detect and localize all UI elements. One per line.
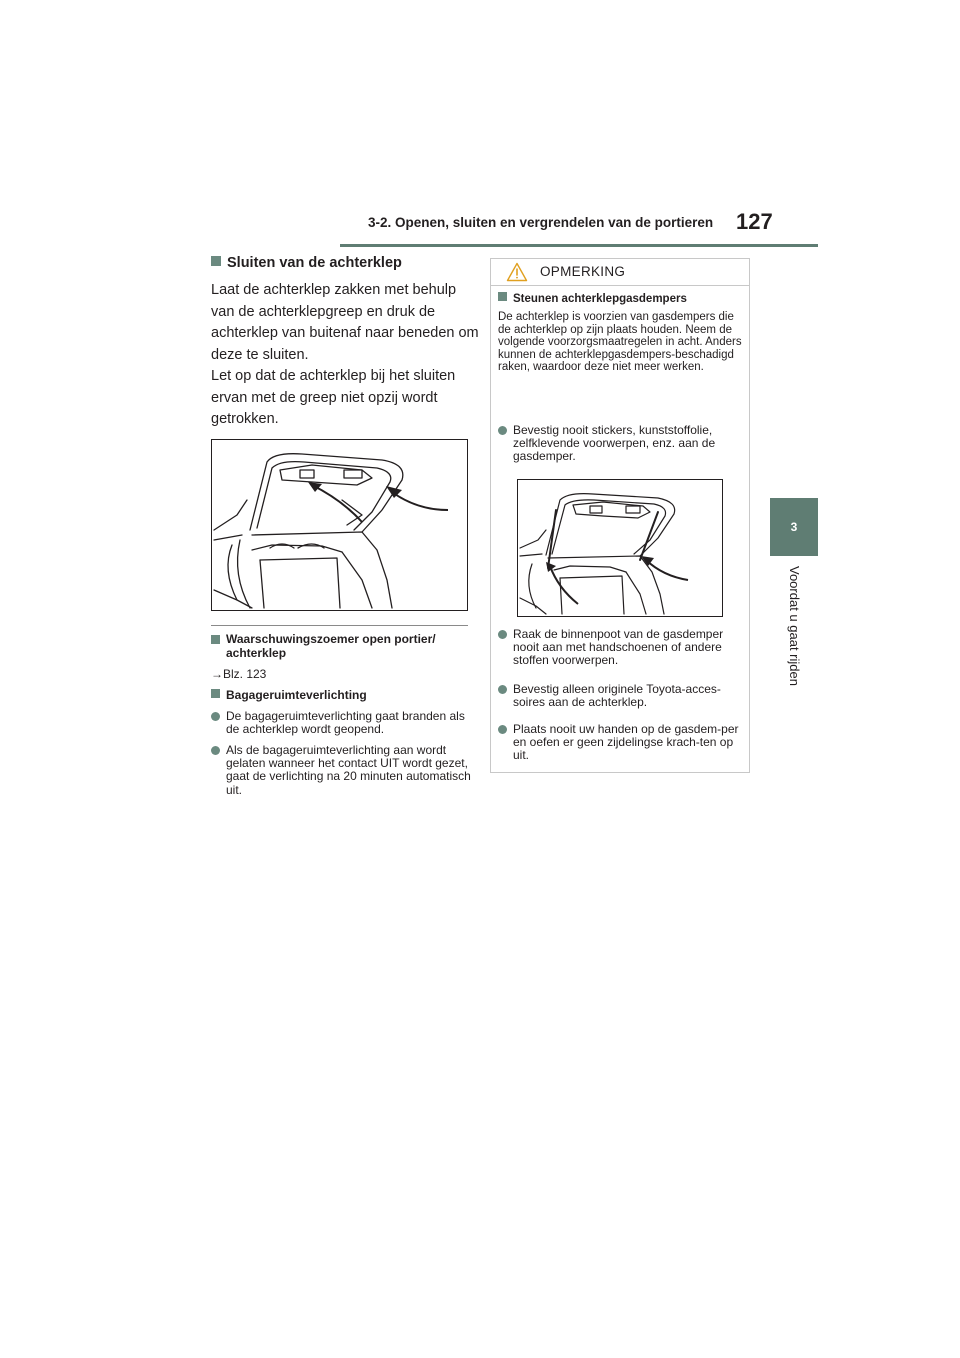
list-item [498,628,744,668]
gas-strut-illustration [517,479,723,617]
list-item-text: Bevestig alleen originele Toyota-acces-soires aan de achterklep. [513,682,721,710]
closing-heading-text: Sluiten van de achterklep [227,255,402,271]
notice-header-rule [491,285,749,286]
list-item-text: Raak de binnenpoot van de gasdemper nooit aan met handschoenen of andere stoffen voorwerpen. [513,627,724,668]
header-rule [340,244,818,247]
notice-paragraph: De achterklep is voorzien van gasdempers die de achterklep op zijn plaats houden. Neem de volgende voorzorgsmaatregelen in acht. Anders kunnen de achterklepgasdempers-beschadigd raken, waardoor deze niet meer werken. [498,311,742,374]
bullet-dot-icon [498,426,507,435]
closing-heading [211,255,402,271]
list-item [211,710,471,736]
heading-square-icon [211,256,221,266]
bullet-dot-icon [498,630,507,639]
list-item [211,744,471,797]
closing-paragraph-1: Laat de achterklep zakken met behulp van de achterklepgreep en druk de achterklep van buitenaf naar beneden om deze te sluiten. [211,282,479,363]
notice-subheading [498,292,687,305]
list-item-text: Bevestig nooit stickers, kunststoffolie, zelfklevende voorwerpen, enz. aan de gasdemper. [513,423,716,464]
buzzer-heading-text: Waarschuwingszoemer open portier/ achterklep [226,632,436,660]
heading-square-icon [211,635,220,644]
bullet-dot-icon [211,712,220,721]
bullet-dot-icon [498,685,507,694]
list-item-text: Plaats nooit uw handen op de gasdem-per en oefen er geen zijdelingse krach-ten op uit. [513,722,739,763]
bullet-dot-icon [498,725,507,734]
page-reference-link[interactable]: →Blz. 123 [211,667,267,681]
list-item-text: Als de bagageruimteverlichting aan wordt gelaten wanneer het contact UIT wordt gezet, gaat de verlichting na 20 minuten automatisch uit. [226,743,471,797]
warning-triangle-icon [506,262,528,282]
notice-title: OPMERKING [540,264,626,279]
list-item [498,424,744,464]
lighting-heading [211,688,367,702]
heading-square-icon [498,292,507,301]
page-number: 127 [736,209,773,234]
chapter-title: Voordat u gaat rijden [787,566,802,686]
chapter-number: 3 [790,520,798,534]
tailgate-closing-illustration [211,439,468,611]
bullet-dot-icon [211,746,220,755]
list-item [498,723,744,763]
closing-paragraph-2: Let op dat de achterklep bij het sluiten ervan met de greep niet opzij wordt getrokken. [211,368,456,427]
section-title: 3-2. Openen, sluiten en vergrendelen van de portieren [368,215,714,230]
section-divider [211,625,468,626]
list-item [498,683,744,709]
buzzer-heading [211,633,468,660]
notice-subheading-text: Steunen achterklepgasdempers [513,293,687,305]
heading-square-icon [211,689,220,698]
lighting-heading-text: Bagageruimteverlichting [226,688,367,702]
list-item-text: De bagageruimteverlichting gaat branden als de achterklep wordt geopend. [226,709,465,737]
